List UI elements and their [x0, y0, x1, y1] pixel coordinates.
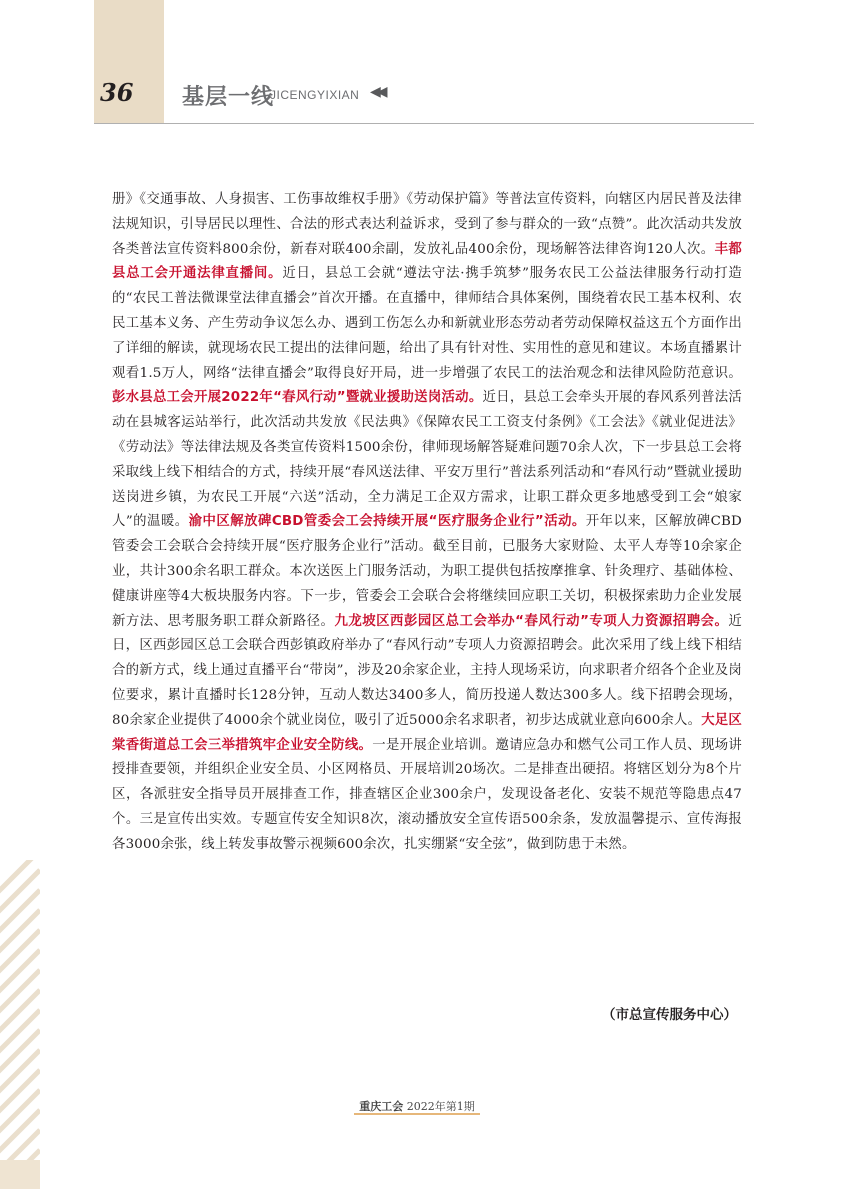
news-headline: 丰都县总工会开通法律直播间。	[112, 241, 742, 282]
paragraph-text: 近日，区西彭园区总工会联合西彭镇政府举办了“春风行动”专项人力资源招聘会。此次采用了线上线下相结合的新方式，线上通过直播平台“带岗”，涉及20余家企业，主持人现场采访，向求职者介绍各个企业及岗位要求，累计直播时长128分钟，互动人数达3400多人，简历投递人数达300多人。线下招聘会现场，80余家企业提供了4000余个就业岗位，吸引了近5000余名求职者，初步达成就业意向600余人。	[112, 613, 742, 728]
paragraph-text: 近日，县总工会就“遵法守法·携手筑梦”服务农民工公益法律服务行动打造的“农民工普法微课堂法律直播会”首次开播。在直播中，律师结合具体案例，围绕着农民工基本权利、农民工基本义务、产生劳动争议怎么办、遇到工伤怎么办和新就业形态劳动者劳动保障权益这五个方面作出了详细的解读，就现场农民工提出的法律问题，给出了具有针对性、实用性的意见和建议。本场直播累计观看1.5万人，网络“法律直播会”取得良好开局，进一步增强了农民工的法治观念和法律风险防范意识。	[112, 266, 743, 381]
header-divider	[94, 123, 754, 124]
news-headline: 大足区棠香街道总工会三举措筑牢企业安全防线。	[112, 712, 742, 753]
paragraph-text: 开年以来，区解放碑CBD管委会工会联合会持续开展“医疗服务企业行”活动。截至目前，已服务大家财险、太平人寿等10余家企业，共计300余名职工群众。本次送医上门服务活动，为职工提供包括按摩推拿、针灸理疗、基础体检、健康讲座等4大板块服务内容。下一步，管委会工会联合会将继续回应职工关切，积极探索助力企业发展新方法、思考服务职工群众新路径。	[112, 514, 742, 629]
news-headline: 九龙坡区西彭园区总工会举办“春风行动”专项人力资源招聘会。	[334, 613, 729, 629]
page-footer	[350, 1098, 484, 1114]
news-headline: 彭水县总工会开展2022年“春风行动”暨就业援助送岗活动。	[112, 390, 483, 406]
diagonal-stripes-decoration	[0, 860, 40, 1189]
page-number: 36	[100, 78, 134, 107]
magazine-name: 重庆工会	[359, 1100, 404, 1113]
double-arrow-left-icon: ◀◀	[370, 84, 384, 100]
section-pinyin: JICENGYIXIAN	[270, 88, 360, 102]
footer-underline	[354, 1113, 480, 1115]
paragraph-text: 一是开展企业培训。邀请应急办和燃气公司工作人员、现场讲授排查要领，并组织企业安全员、小区网格员、开展培训20场次。二是排查出硬招。将辖区划分为8个片区，各派驻安全指导员开展排查工作，排查辖区企业300余户，发现设备老化、安装不规范等隐患点47个。三是宣传出实效。专题宣传安全知识8次，滚动播放安全宣传语500余条，发放温馨提示、宣传海报各3000余张，线上转发事故警示视频600余次，扎实绷紧“安全弦”，做到防患于未然。	[112, 737, 742, 852]
source-attribution: （市总宣传服务中心）	[602, 1007, 737, 1023]
section-title: 基层一线	[182, 85, 275, 110]
paragraph-text: 册》《交通事故、人身损害、工伤事故维权手册》《劳动保护篇》等普法宣传资料，向辖区内居民普及法律法规知识，引导居民以理性、合法的形式表达利益诉求，受到了参与群众的一致“点赞”。此次活动共发放各类普法宣传资料800余份，新春对联400余副，发放礼品400余份，现场解答法律咨询120人次。	[112, 192, 742, 257]
paragraph-text: 近日，县总工会牵头开展的春风系列普法活动在县城客运站举行，此次活动共发放《民法典》《保障农民工工资支付条例》《工会法》《就业促进法》《劳动法》等法律法规及各类宣传资料1500余份，律师现场解答疑难问题70余人次，下一步县总工会将采取线上线下相结合的方式，持续开展“春风送法律、平安万里行”普法系列活动和“春风行动”暨就业援助送岗进乡镇，为农民工开展“六送”活动，全力满足工企双方需求，让职工群众更多地感受到工会“娘家人”的温暖。	[112, 390, 742, 530]
issue-label: 2022年第1期	[406, 1100, 475, 1113]
news-headline: 渝中区解放碑CBD管委会工会持续开展“医疗服务企业行”活动。	[188, 514, 586, 530]
article-body	[112, 188, 742, 858]
